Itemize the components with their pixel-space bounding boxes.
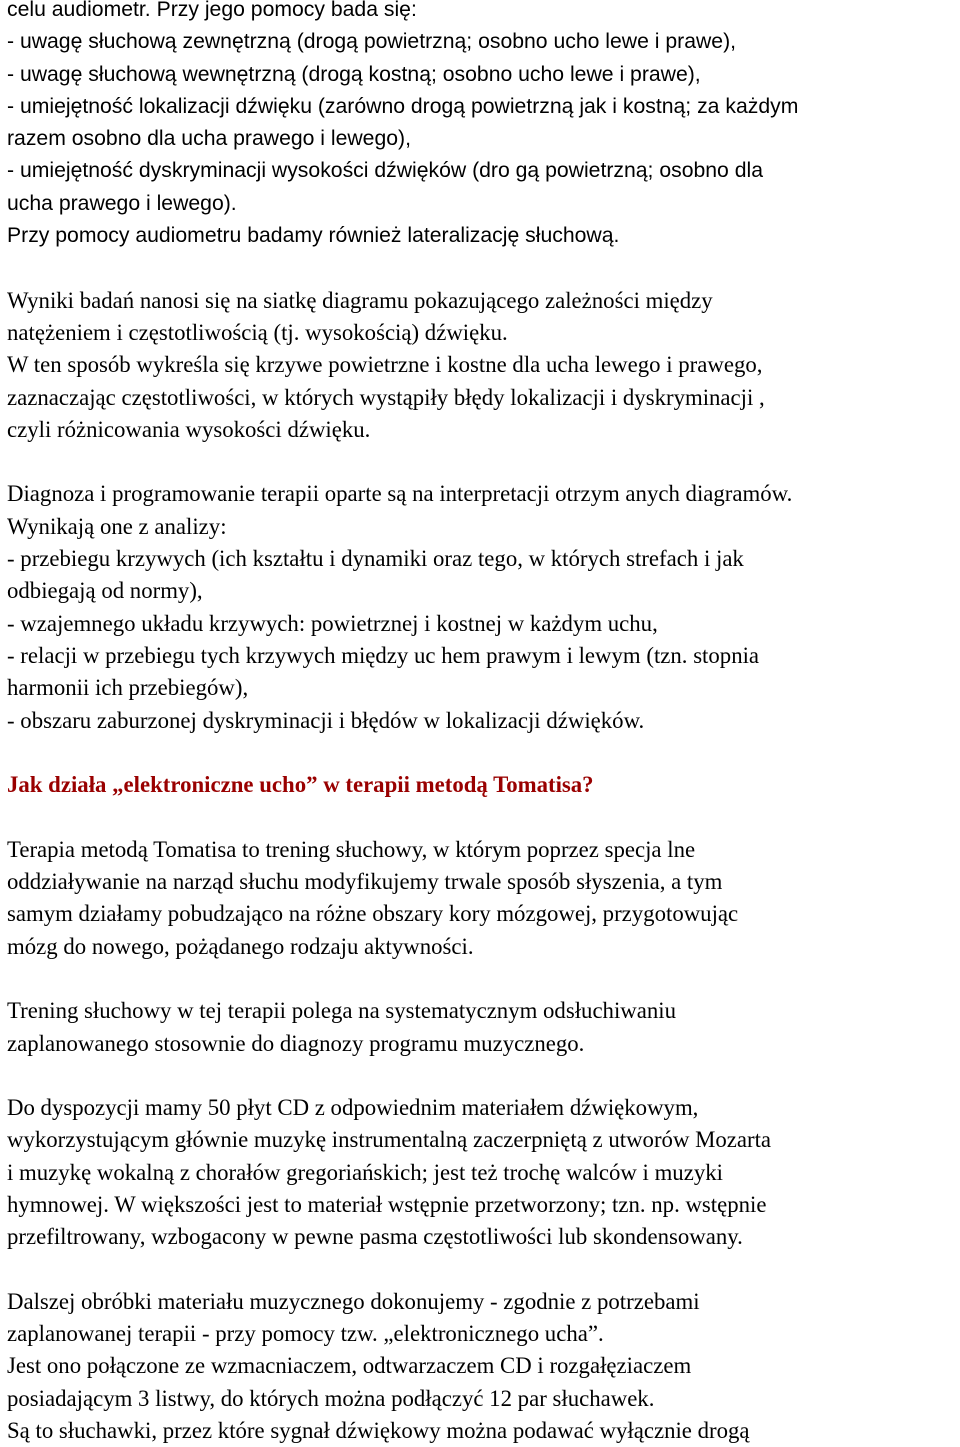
text-line: Jak działa „elektroniczne ucho” w terapii metodą Tomatisa? bbox=[7, 772, 594, 798]
text-line: wykorzystującym głównie muzykę instrumentalną zaczerpniętą z utworów Mozarta bbox=[7, 1127, 772, 1153]
text-line: - wzajemnego układu krzywych: powietrznej i kostnej w każdym uchu, bbox=[7, 610, 658, 636]
text-line: Trening słuchowy w tej terapii polega na systematycznym odsłuchiwaniu bbox=[7, 998, 677, 1024]
text-line: mózg do nowego, pożądanego rodzaju aktywności. bbox=[7, 933, 474, 959]
text-line: Wyniki badań nanosi się na siatkę diagramu pokazującego zależności między bbox=[7, 287, 713, 313]
paragraph bbox=[7, 285, 957, 446]
text-line: hymnowej. W większości jest to materiał wstępnie przetworzony; tzn. np. wstępnie bbox=[7, 1191, 767, 1217]
text-line: Są to słuchawki, przez które sygnał dźwiękowy można podawać wyłącznie drogą bbox=[7, 1418, 750, 1444]
text-line: i muzykę wokalną z chorałów gregoriańskich; jest też trochę walców i muzyki bbox=[7, 1159, 723, 1185]
text-line: przefiltrowany, wzbogacony w pewne pasma częstotliwości lub skondensowany. bbox=[7, 1224, 743, 1250]
paragraph-gap bbox=[7, 1254, 957, 1286]
text-line: samym działamy pobudzająco na różne obszary kory mózgowej, przygotowując bbox=[7, 901, 739, 927]
text-line: celu audiometr. Przy jego pomocy bada się: bbox=[7, 0, 417, 21]
text-line: Dalszej obróbki materiału muzycznego dokonujemy - zgodnie z potrzebami bbox=[7, 1288, 700, 1314]
paragraph-gap bbox=[7, 1060, 957, 1092]
text-line: W ten sposób wykreśla się krzywe powietrzne i kostne dla ucha lewego i prawego, bbox=[7, 352, 763, 378]
text-line: - przebiegu krzywych (ich kształtu i dynamiki oraz tego, w których strefach i jak bbox=[7, 546, 744, 572]
text-line: - relacji w przebiegu tych krzywych między uc hem prawym i lewym (tzn. stopnia bbox=[7, 642, 760, 668]
text-line: - umiejętność lokalizacji dźwięku (zarówno drogą powietrzną jak i kostną; za każdym bbox=[7, 94, 799, 118]
text-line: zaplanowanej terapii - przy pomocy tzw. „elektronicznego ucha”. bbox=[7, 1321, 604, 1347]
text-line: natężeniem i częstotliwością (tj. wysokością) dźwięku. bbox=[7, 319, 508, 345]
text-line: zaplanowanego stosownie do diagnozy programu muzycznego. bbox=[7, 1030, 585, 1056]
paragraph-gap bbox=[7, 963, 957, 995]
text-line: razem osobno dla ucha prawego i lewego), bbox=[7, 127, 411, 151]
text-line: Jest ono połączone ze wzmacniaczem, odtwarzaczem CD i rozgałęziaczem bbox=[7, 1353, 692, 1379]
text-line: Wynikają one z analizy: bbox=[7, 513, 227, 539]
paragraph bbox=[7, 1092, 957, 1253]
text-line: Przy pomocy audiometru badamy również lateralizację słuchową. bbox=[7, 224, 620, 248]
paragraph-gap bbox=[7, 446, 957, 478]
text-line: Terapia metodą Tomatisa to trening słuchowy, w którym poprzez specja lne bbox=[7, 836, 696, 862]
text-line: ucha prawego i lewego). bbox=[7, 191, 237, 215]
text-line: harmonii ich przebiegów), bbox=[7, 675, 249, 701]
text-line: odbiegają od normy), bbox=[7, 578, 203, 604]
paragraph bbox=[7, 478, 957, 736]
paragraph-gap bbox=[7, 252, 957, 284]
text-line: - obszaru zaburzonej dyskryminacji i błędów w lokalizacji dźwięków. bbox=[7, 707, 645, 733]
text-line: czyli różnicowania wysokości dźwięku. bbox=[7, 416, 371, 442]
text-line: zaznaczając częstotliwości, w których wystąpiły błędy lokalizacji i dyskryminacji , bbox=[7, 384, 765, 410]
paragraph bbox=[7, 995, 957, 1060]
text-line: posiadającym 3 listwy, do których można podłączyć 12 par słuchawek. bbox=[7, 1385, 655, 1411]
paragraph-gap bbox=[7, 737, 957, 769]
text-line: - uwagę słuchową zewnętrzną (drogą powietrzną; osobno ucho lewe i prawe), bbox=[7, 30, 737, 54]
paragraph-gap bbox=[7, 801, 957, 833]
text-line: - uwagę słuchową wewnętrzną (drogą kostną; osobno ucho lewe i prawe), bbox=[7, 62, 701, 86]
text-line: - umiejętność dyskryminacji wysokości dźwięków (dro gą powietrzną; osobno dla bbox=[7, 159, 764, 183]
paragraph bbox=[7, 0, 957, 252]
text-line: oddziaływanie na narząd słuchu modyfikujemy trwale sposób słyszenia, a tym bbox=[7, 869, 723, 895]
text-line: Diagnoza i programowanie terapii oparte są na interpretacji otrzym anych diagramów. bbox=[7, 481, 793, 507]
text-line: Do dyspozycji mamy 50 płyt CD z odpowiednim materiałem dźwiękowym, bbox=[7, 1095, 699, 1121]
section-heading bbox=[7, 769, 957, 801]
document-page bbox=[7, 0, 957, 1447]
paragraph bbox=[7, 834, 957, 963]
paragraph bbox=[7, 1286, 957, 1447]
